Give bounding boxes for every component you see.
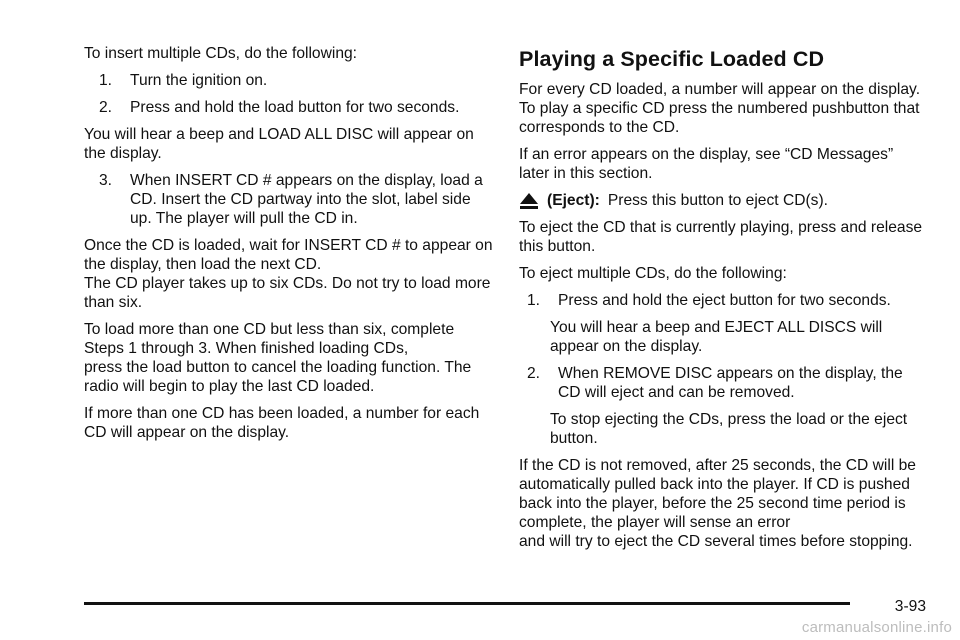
step-number: 2.: [527, 365, 541, 382]
left-column: [84, 44, 494, 450]
step-text: Press and hold the eject button for two seconds.: [558, 292, 891, 309]
section-heading: Playing a Specific Loaded CD: [519, 47, 825, 71]
eject-step-1: [527, 291, 924, 310]
page-number: 3-93: [894, 598, 926, 615]
eject-step-2: [527, 364, 924, 402]
timeout-paragraph: If the CD is not removed, after 25 seconds, the CD will be automatically pulled back into the player. If CD is pushed back into the player, before the 25 second time period is complete, the player will sense an error and will try to eject the CD several times before stopping.: [519, 457, 916, 550]
step-2-note: You will hear a beep and LOAD ALL DISC will appear on the display.: [84, 126, 474, 162]
step-number: 2.: [99, 99, 113, 116]
step-number: 1.: [527, 292, 541, 309]
error-paragraph: If an error appears on the display, see “CD Messages” later in this section.: [519, 146, 894, 182]
insert-step-1: [99, 71, 494, 90]
insert-step-3: [99, 171, 494, 228]
right-column: [519, 44, 924, 559]
intro-text: To insert multiple CDs, do the following:: [84, 45, 358, 62]
eject-step-1-note: You will hear a beep and EJECT ALL DISCS will appear on the display.: [550, 319, 883, 355]
play-paragraph: For every CD loaded, a number will appear on the display. To play a specific CD press the numbered pushbutton that corresponds to the CD.: [519, 81, 921, 136]
step-3-note: Once the CD is loaded, wait for INSERT CD # to appear on the display, then load the next CD. The CD player takes up to six CDs. Do not try to load more than six.: [84, 237, 493, 311]
footer-rule: [84, 602, 850, 605]
eject-description: [519, 191, 924, 210]
step-text: Press and hold the load button for two seconds.: [130, 99, 460, 116]
eject-label: (Eject):: [547, 192, 600, 209]
eject-text: Press this button to eject CD(s).: [607, 192, 828, 209]
load-paragraph: To load more than one CD but less than six, complete Steps 1 through 3. When finished loading CDs, press the load button to cancel the loading function. The radio will begin to play the last CD loaded.: [84, 321, 472, 395]
eject-current-paragraph: To eject the CD that is currently playing, press and release this button.: [519, 219, 923, 255]
eject-step-2-note: To stop ejecting the CDs, press the load or the eject button.: [550, 411, 908, 447]
step-number: 3.: [99, 172, 113, 189]
watermark: carmanualsonline.info: [801, 619, 952, 636]
eject-icon: [519, 192, 539, 210]
step-text: When REMOVE DISC appears on the display, the CD will eject and can be removed.: [558, 365, 903, 401]
number-paragraph: If more than one CD has been loaded, a number for each CD will appear on the display.: [84, 405, 480, 441]
eject-multiple-intro: To eject multiple CDs, do the following:: [519, 265, 787, 282]
step-text: When INSERT CD # appears on the display, load a CD. Insert the CD partway into the slot, label side up. The player will pull the CD in.: [130, 172, 483, 227]
step-text: Turn the ignition on.: [130, 72, 268, 89]
insert-step-2: [99, 98, 494, 117]
step-number: 1.: [99, 72, 113, 89]
